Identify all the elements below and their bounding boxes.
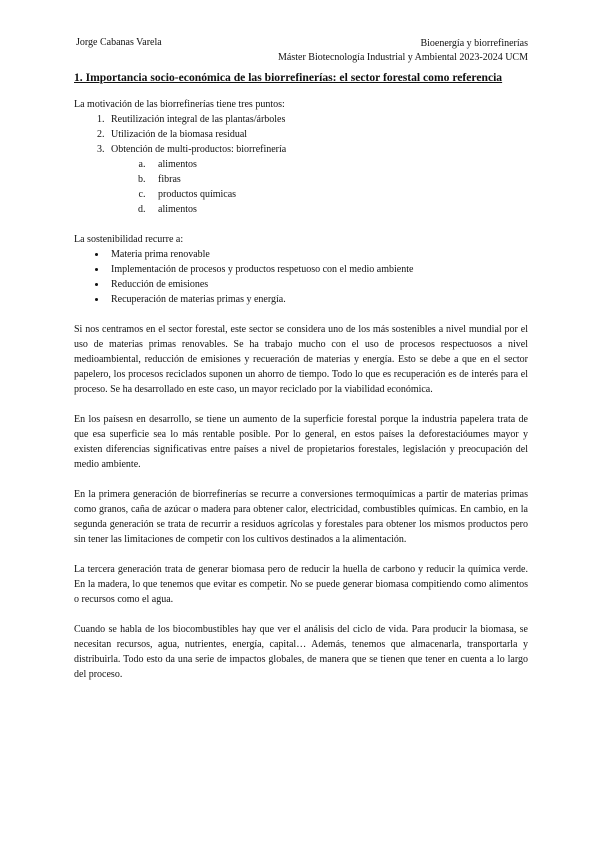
product-subitem: a. alimentos bbox=[148, 157, 528, 172]
header-program: Máster Biotecnología Industrial y Ambiental 2023-2024 UCM bbox=[278, 52, 528, 63]
product-subitem: b. fibras bbox=[148, 172, 528, 187]
product-sublist bbox=[111, 157, 528, 217]
sustainability-list bbox=[74, 247, 528, 307]
section-title: 1. Importancia socio-económica de las biorrefinerías: el sector forestal como referencia bbox=[74, 71, 503, 84]
sustainability-item: • Materia prima renovable bbox=[107, 247, 528, 262]
paragraph-first-second-generation: En la primera generación de biorrefinerías se recurre a conversiones termoquímicas a partir de materias primas como granos, caña de azúcar o madera para obtener calor, electricidad, combustibles químicas. En cambio, en la segunda generación se trata de recurrir a residuos agrícolas y forestales para obtener los mismos productos pero sin tener las limitaciones de competir con los cultivos destinados a la alimentación. bbox=[74, 489, 528, 545]
product-subitem: d. alimentos bbox=[148, 202, 528, 217]
paragraph-biofuels-lifecycle: Cuando se habla de los biocombustibles hay que ver el análisis del ciclo de vida. Para producir la biomasa, se necesitan recursos, agua, nutrientes, energía, capital… Además, tenemos que almacenarla, transportarla y distribuirla. Todo esto da una serie de impactos globales, de manera que se tienen que tener en cuenta a lo largo del proceso. bbox=[74, 624, 528, 680]
header-course: Bioenergía y biorrefinerías bbox=[420, 38, 528, 49]
sustainability-intro: La sostenibilidad recurre a: bbox=[74, 234, 184, 245]
header-right bbox=[278, 37, 528, 65]
sustainability-item: • Reducción de emisiones bbox=[107, 277, 528, 292]
motivation-item: 1. Reutilización integral de las plantas/árboles bbox=[107, 112, 528, 127]
product-subitem: c. productos químicas bbox=[148, 187, 528, 202]
motivation-intro: La motivación de las biorrefinerías tiene tres puntos: bbox=[74, 99, 285, 110]
sustainability-item: • Recuperación de materias primas y energía. bbox=[107, 292, 528, 307]
motivation-item: 2. Utilización de la biomasa residual bbox=[107, 127, 528, 142]
motivation-list bbox=[74, 112, 528, 217]
document-body bbox=[74, 97, 528, 682]
paragraph-third-generation: La tercera generación trata de generar biomasa pero de reducir la huella de carbono y reducir la química verde. En la madera, lo que tenemos que evitar es competir. No se puede generar biomasa compitiendo como alimentos o recursos como el agua. bbox=[74, 564, 528, 605]
motivation-item: 3. Obtención de multi-productos: biorrefinería a. alimentos b. fibras c. productos químicas d. alimentos bbox=[107, 142, 528, 217]
paragraph-developing-countries: En los paísesn en desarrollo, se tiene un aumento de la superficie forestal porque la industria papelera trata de que esa superficie sea lo más rentable posible. Por lo general, en estos países la deforestacióumes mayor y existen diferencias significativas entre países a nivel de propietarios forestales, legislación y preocupación del medio ambiente. bbox=[74, 414, 528, 470]
header-author: Jorge Cabanas Varela bbox=[76, 37, 162, 48]
paragraph-forestry-sector: Si nos centramos en el sector forestal, este sector se considera uno de los más sostenibles a nivel mundial por el uso de materias primas renovables. Se ha trabajo mucho con el uso de procesos respectuosos a nivel medioambiental, reducción de emisiones y recueración de materias y energía. Esto se debe a que en el sector papelero, los procesos reciclados suponen un ahorro de tiempo. Todo lo que es recuperación es de interés para el proceso. Se ha desarrollado en este caso, un mayor reciclado por la viabilidad económica. bbox=[74, 324, 528, 395]
sustainability-item: • Implementación de procesos y productos respetuoso con el medio ambiente bbox=[107, 262, 528, 277]
